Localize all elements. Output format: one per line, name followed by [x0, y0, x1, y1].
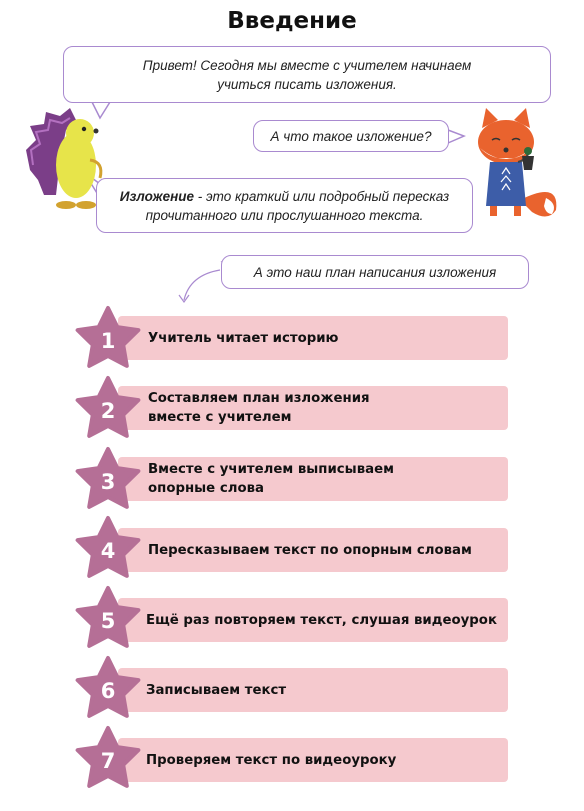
step-text: Учитель читает историю — [148, 330, 339, 346]
step-text: Пересказываем текст по опорным словам — [148, 542, 472, 558]
step-number: 5 — [100, 609, 116, 633]
step-text: Проверяем текст по видеоуроку — [146, 752, 397, 768]
step-number: 4 — [100, 539, 116, 563]
step-text: Записываем текст — [146, 682, 287, 698]
step-number: 2 — [100, 399, 116, 423]
question-text: А что такое изложение? — [270, 128, 432, 144]
step-number: 1 — [100, 329, 116, 353]
step-text: Ещё раз повторяем текст, слушая видеоурок — [146, 612, 497, 628]
step-text: Вместе с учителем выписываем опорные слова — [148, 462, 394, 496]
page-title: Введение — [227, 8, 357, 34]
step-number: 3 — [100, 470, 116, 494]
step-text: Составляем план изложения вместе с учителем — [148, 391, 370, 425]
greeting-text: Привет! Сегодня мы вместе с учителем начинаем учиться писать изложения. — [142, 57, 472, 92]
definition-term: Изложение — [119, 188, 195, 204]
definition-text: - это краткий или подробный пересказ прочитанного или прослушанного текста. — [145, 188, 450, 223]
step-number: 7 — [100, 749, 116, 773]
plan-intro-text: А это наш план написания изложения — [253, 264, 497, 280]
step-number: 6 — [100, 679, 116, 703]
